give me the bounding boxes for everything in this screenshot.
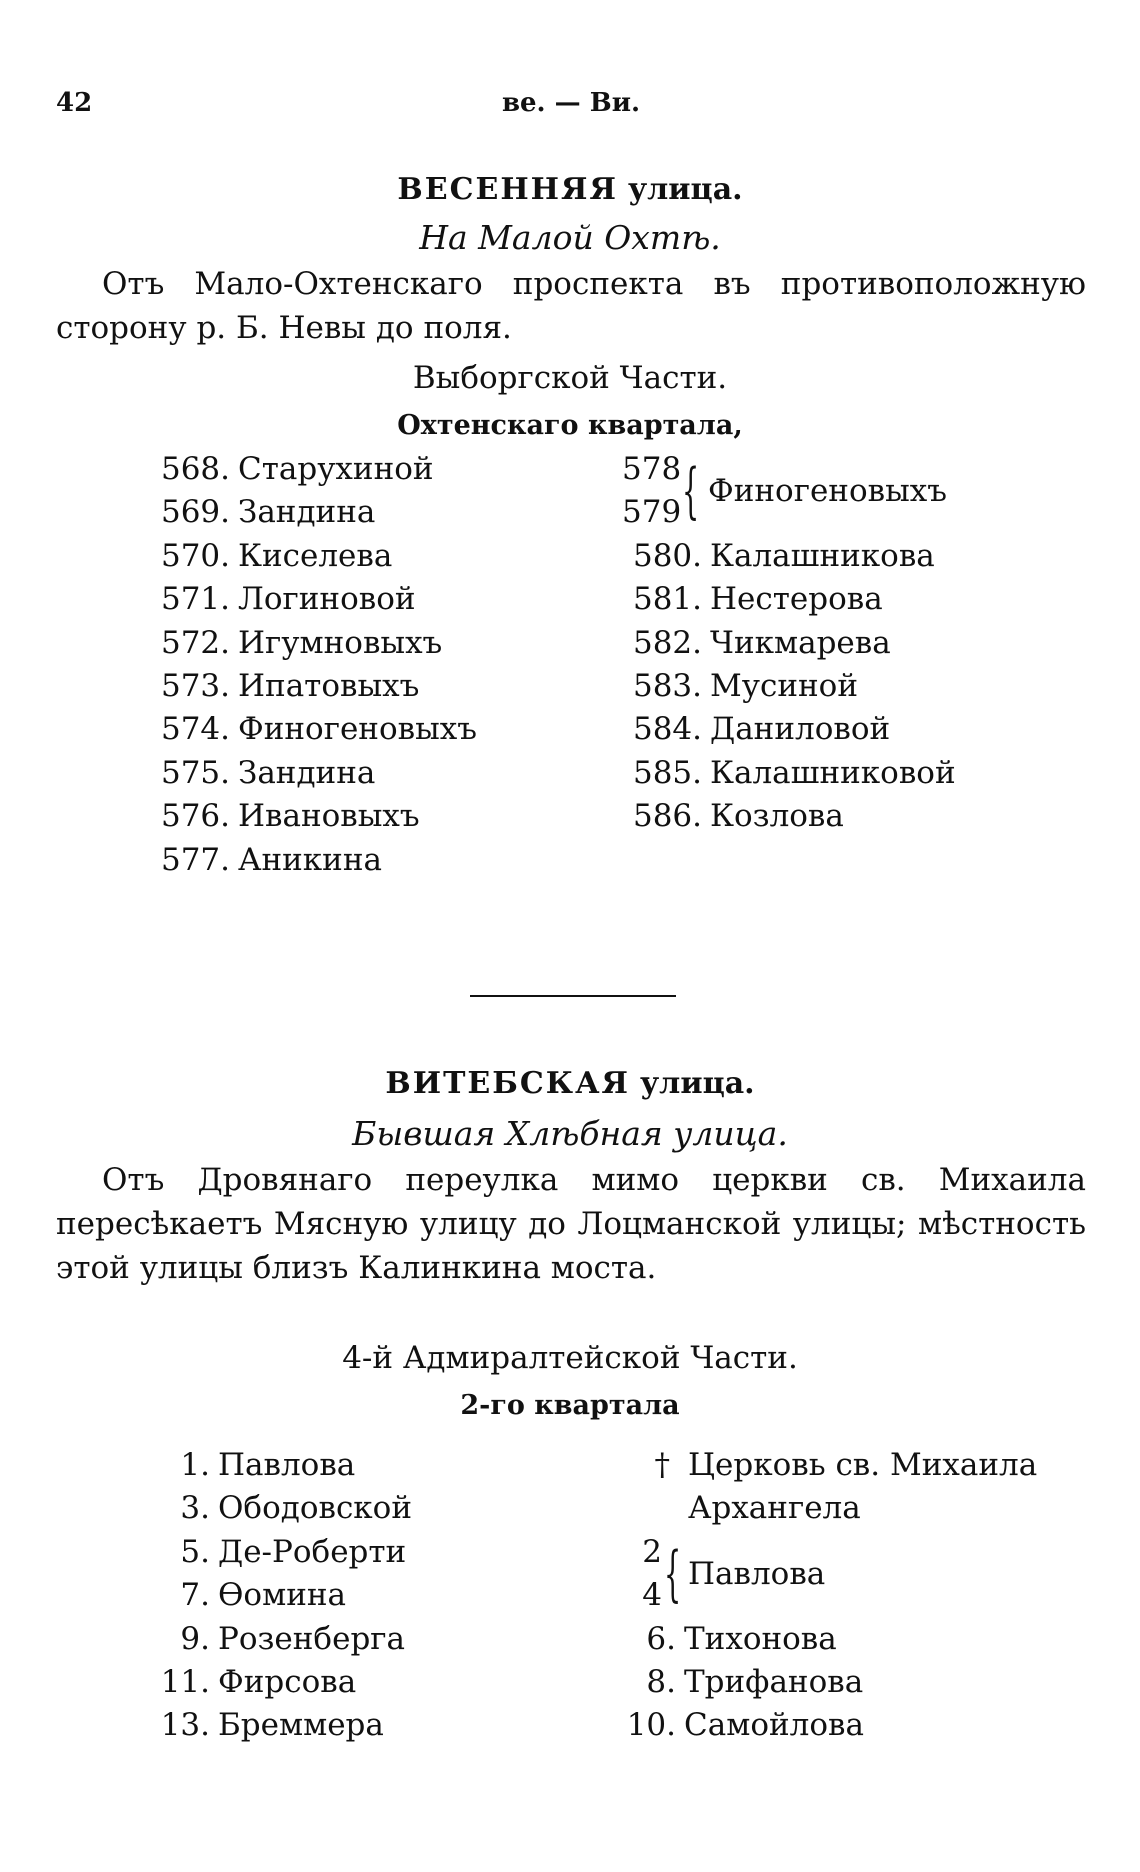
- list-item: 577. Аникина: [160, 841, 382, 878]
- section1-title: [0, 172, 1140, 207]
- list-item: 573. Ипатовыхъ: [160, 668, 420, 705]
- list-item: 583. Мусиной: [632, 668, 858, 705]
- section2-left-list: [150, 1444, 530, 1748]
- list-item: 8. Трифанова: [646, 1664, 864, 1701]
- section1-title-word: улица.: [627, 172, 743, 207]
- list-item: 585. Калашниковой: [632, 754, 956, 791]
- brace-icon: {: [682, 456, 700, 526]
- section2-right-list: [622, 1444, 1092, 1748]
- list-item: 13. Бреммера: [160, 1707, 384, 1744]
- section1-subtitle: На Малой Охтѣ.: [419, 218, 721, 257]
- list-item: 1. Павлова: [180, 1447, 356, 1483]
- section2-title-caps: ВИТЕБСКАЯ: [385, 1066, 630, 1101]
- list-item: 584. Даниловой: [632, 711, 891, 748]
- section1-left-list: [150, 448, 550, 882]
- list-item: 570. Киселева: [160, 537, 393, 574]
- list-item: 581. Нестерова: [632, 581, 883, 618]
- section-divider: [470, 995, 676, 997]
- list-item: 586. Козлова: [632, 798, 844, 835]
- list-item: 9. Розенберга: [180, 1620, 406, 1657]
- list-item: 7. Ѳомина: [180, 1577, 346, 1614]
- list-item: 576. Ивановыхъ: [160, 798, 420, 835]
- list-item: 11. Фирсова: [160, 1664, 357, 1701]
- list-item: 582. Чикмарева: [632, 624, 891, 661]
- cross-icon: †: [654, 1447, 670, 1483]
- section2-part: 4-й Адмиралтейской Части.: [342, 1340, 798, 1376]
- list-item: 580. Калашникова: [632, 537, 935, 574]
- section2-quarter: 2-го квартала: [460, 1390, 680, 1421]
- list-item: 568. Старухиной: [160, 451, 434, 487]
- church-entry: [622, 1444, 1092, 1531]
- section1-right-list: [622, 448, 1072, 839]
- list-item: 571. Логиновой: [160, 581, 416, 618]
- brace-group: 2 4 { Павлова: [642, 1533, 826, 1614]
- list-item: 10. Самойлова: [626, 1707, 864, 1744]
- list-item: 574. Финогеновыхъ: [160, 711, 477, 748]
- list-item: 569. Зандина: [160, 494, 376, 531]
- section2-subtitle: Бывшая Хлѣбная улица.: [352, 1114, 788, 1153]
- section2-description: Отъ Дровянаго переулка мимо церкви св. Михаила пересѣкаетъ Мясную улицу до Лоцманской улицы; мѣстность этой улицы близъ Калинкина моста.: [56, 1162, 1086, 1286]
- list-item: 6. Тихонова: [646, 1620, 837, 1657]
- section2-title-word: улица.: [639, 1066, 755, 1101]
- section2-title: [0, 1066, 1140, 1101]
- page-header: [56, 88, 1086, 128]
- section1-title-caps: ВЕСЕННЯЯ: [397, 172, 618, 207]
- list-item: 5. Де-Роберти: [180, 1533, 407, 1570]
- section1-part: Выборгской Части.: [412, 360, 728, 396]
- page-number: 42: [56, 88, 93, 118]
- church-text: Церковь св. Михаила Архангела: [688, 1447, 1038, 1527]
- section1-description: Отъ Мало-Охтенскаго проспекта въ противоположную сторону р. Б. Невы до поля.: [56, 266, 1086, 346]
- list-item: 572. Игумновыхъ: [160, 624, 443, 661]
- section1-quarter: Охтенскаго квартала,: [397, 410, 743, 441]
- list-item: 575. Зандина: [160, 754, 376, 791]
- brace-group: 578 579 { Финогеновыхъ: [622, 451, 947, 531]
- brace-icon: {: [664, 1538, 682, 1609]
- running-head: ве. — Ви.: [501, 88, 641, 118]
- list-item: 3. Ободовской: [180, 1490, 413, 1527]
